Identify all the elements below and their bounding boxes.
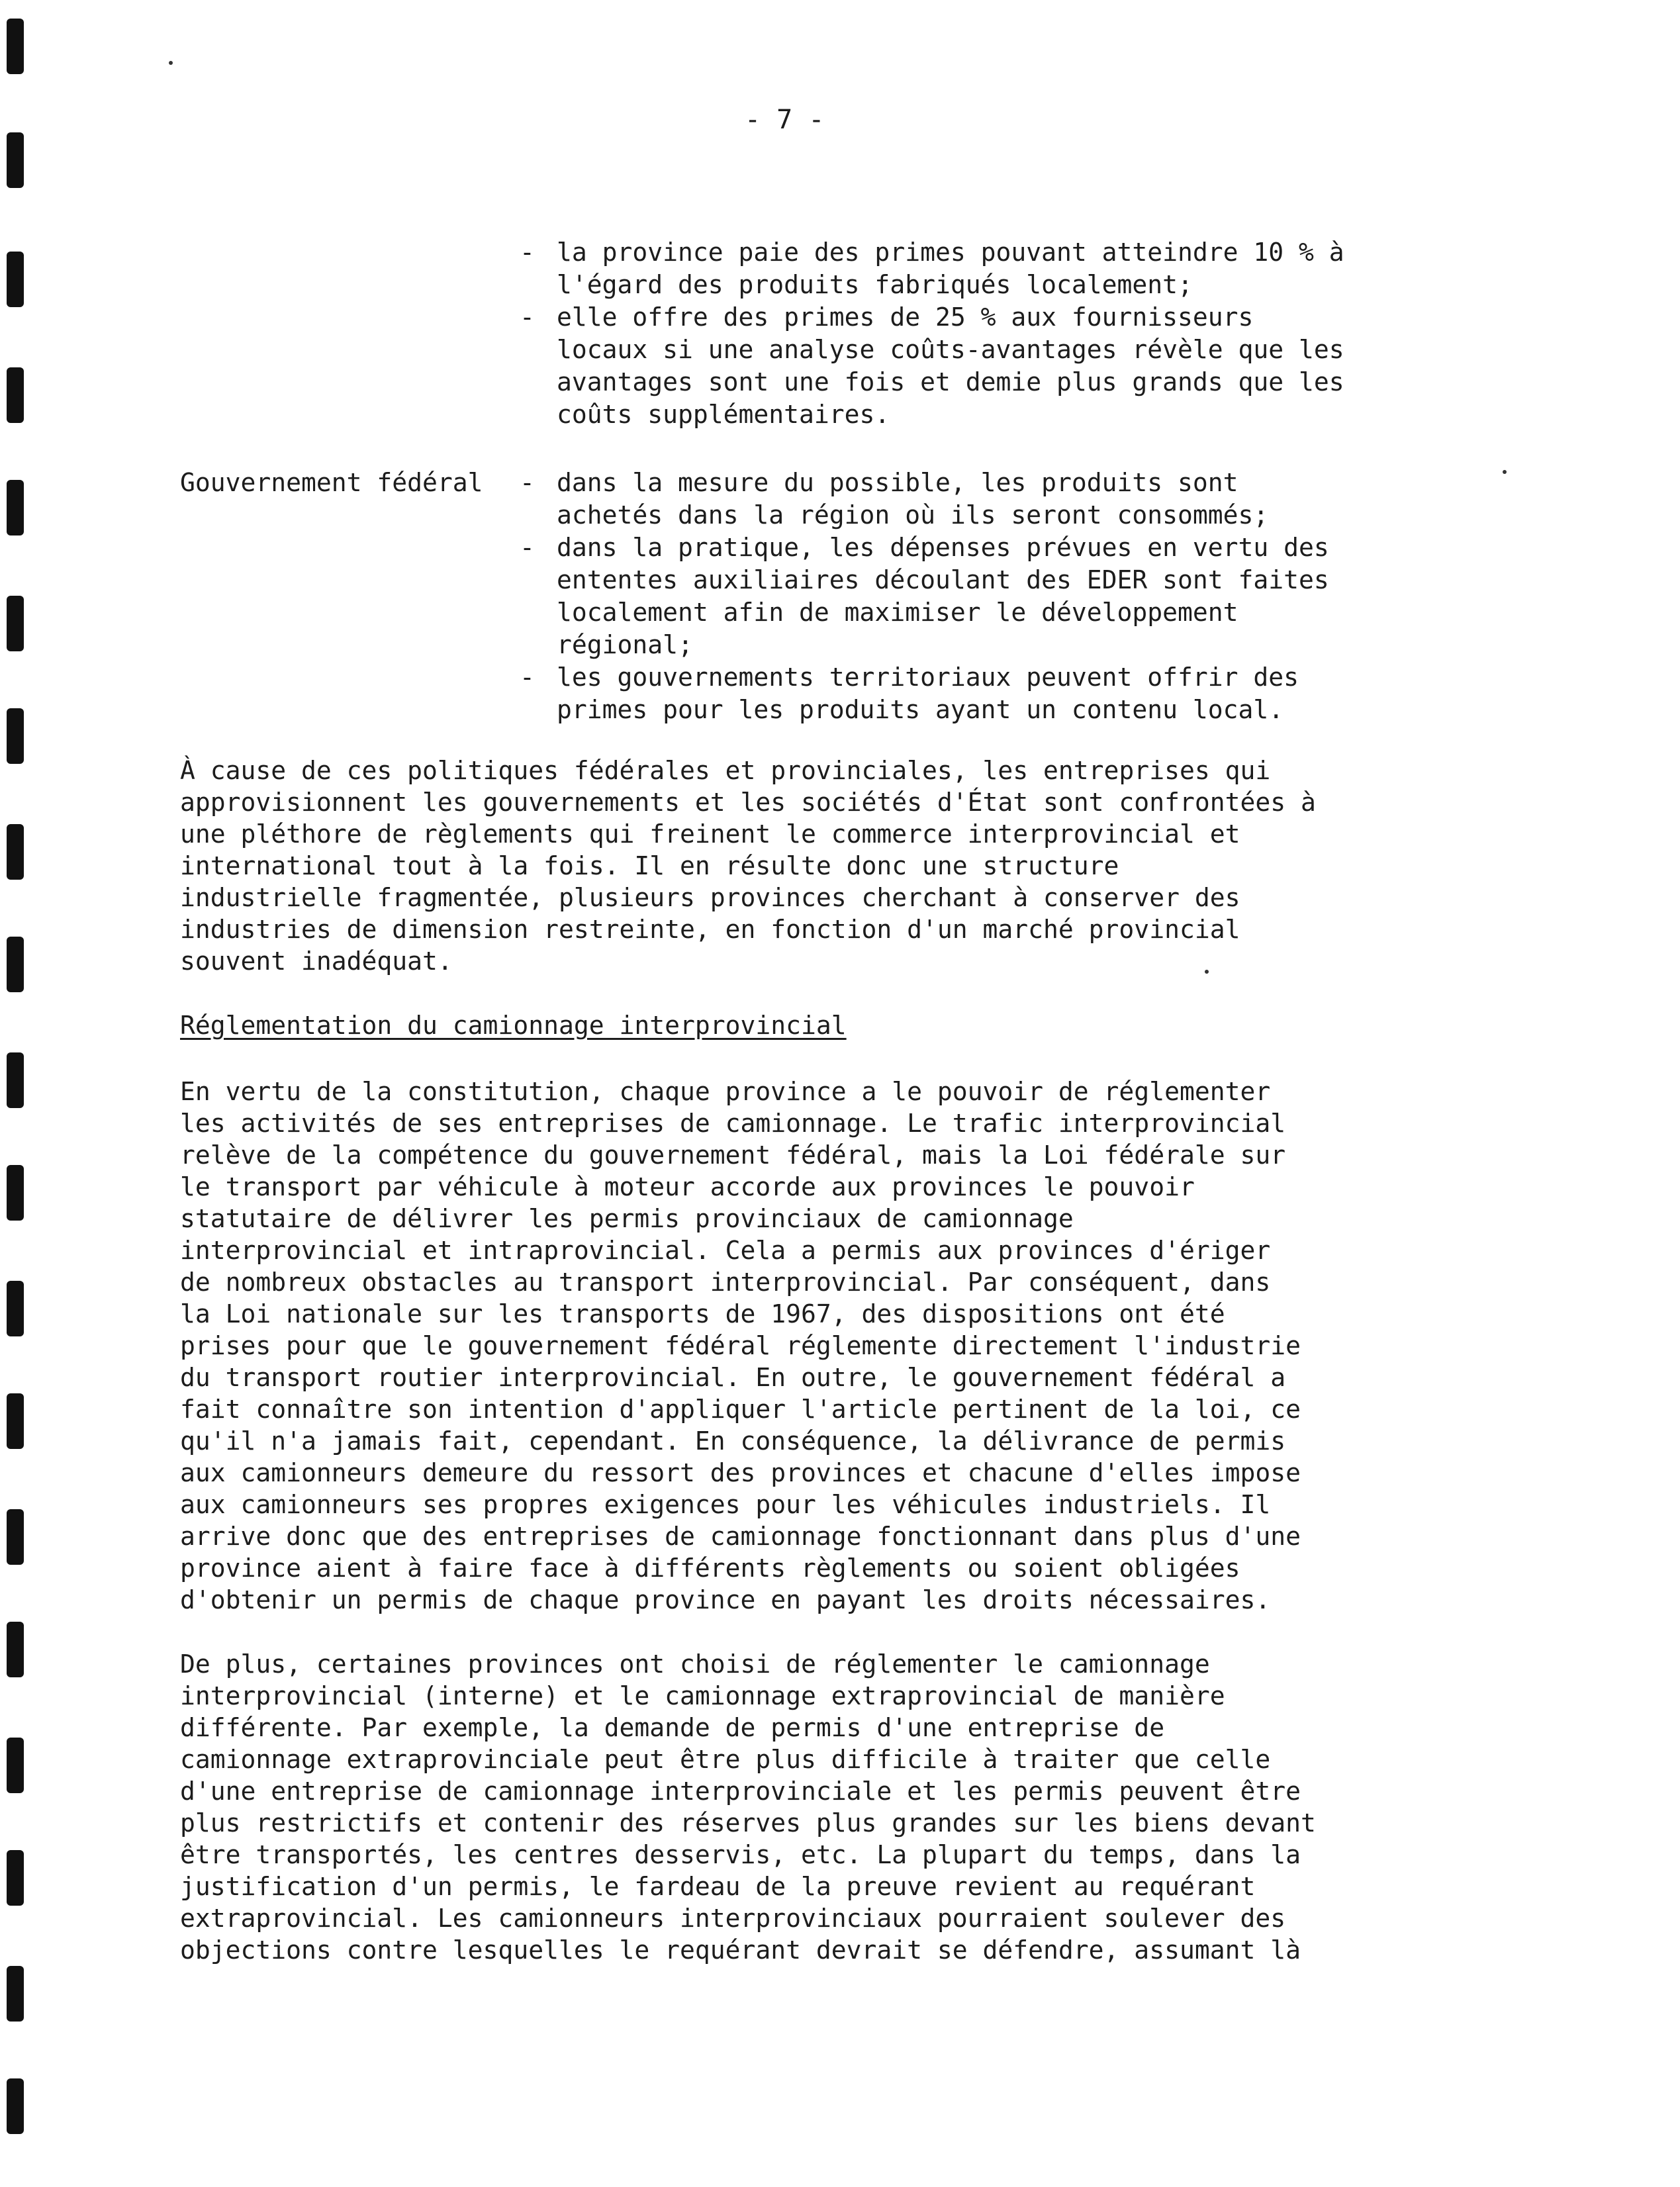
binding-mark [7,1850,24,1906]
binding-mark [7,1622,24,1677]
binding-mark [7,1393,24,1449]
paragraph-policies: À cause de ces politiques fédérales et provinciales, les entreprises qui approvisionnent les gouvernements et les sociétés d'État sont confrontées à une pléthore de règlements qui freinent le commerce interprovincial et international tout à la fois. Il en résulte donc une structure industrielle fragmentée, plusieurs provinces cherchant à conserver des industries de dimension restreinte, en fonction d'un marché provincial souvent inadéquat. [180,756,1316,976]
list-item-text: elle offre des primes de 25 % aux fournisseurs locaux si une analyse coûts-avantages révèle que les avantages sont une fois et demie plus grands que les coûts supplémentaires. [557,302,1344,429]
binding-mark [7,596,24,651]
list-item [520,532,1420,661]
binding-mark [7,480,24,535]
scan-speck [1503,470,1507,474]
section-heading: Réglementation du camionnage interprovincial [180,1011,847,1040]
binding-mark [7,132,24,188]
binding-mark [7,252,24,307]
list-item [520,236,1420,301]
province-measures-list [520,236,1420,431]
paragraph-extraprovincial: De plus, certaines provinces ont choisi de réglementer le camionnage interprovincial (interne) et le camionnage extraprovincial de manière différente. Par exemple, la demande de permis d'une entreprise de camionnage extraprovinciale peut être plus difficile à traiter que celle d'une entreprise de camionnage interprovinciale et les permis peuvent être plus restrictifs et contenir des réserves plus grandes sur les biens devant être transportés, les centres desservis, etc. La plupart du temps, dans la justification d'un permis, le fardeau de la preuve revient au requérant extraprovincial. Les camionneurs interprovinciaux pourraient soulever des objections contre lesquelles le requérant devrait se défendre, assumant là [180,1650,1316,1965]
scan-speck [169,61,173,65]
list-item [520,301,1420,431]
list-item-text: dans la pratique, les dépenses prévues en vertu des ententes auxiliaires découlant des EDER sont faites localement afin de maximiser le développement régional; [557,533,1329,659]
federal-government-label: Gouvernement fédéral [180,468,483,497]
list-item [520,661,1420,726]
binding-mark [7,2078,24,2134]
binding-mark [7,1052,24,1108]
binding-mark [7,1281,24,1336]
binding-mark [7,1165,24,1221]
binding-mark [7,937,24,992]
page-number: - 7 - [745,105,825,135]
binding-mark [7,1738,24,1793]
list-item-text: la province paie des primes pouvant atteindre 10 % à l'égard des produits fabriqués localement; [557,238,1344,299]
paragraph-constitution: En vertu de la constitution, chaque province a le pouvoir de réglementer les activités de ses entreprises de camionnage. Le trafic interprovincial relève de la compétence du gouvernement fédéral, mais la Loi fédérale sur le transport par véhicule à moteur accorde aux provinces le pouvoir statutaire de délivrer les permis provinciaux de camionnage interprovincial et intraprovincial. Cela a permis aux provinces d'ériger de nombreux obstacles au transport interprovincial. Par conséquent, dans la Loi nationale sur les transports de 1967, des dispositions ont été prises pour que le gouvernement fédéral réglemente directement l'industrie du transport routier interprovincial. En outre, le gouvernement fédéral a fait connaître son intention d'appliquer l'article pertinent de la loi, ce qu'il n'a jamais fait, cependant. En conséquence, la délivrance de permis aux camionneurs demeure du ressort des provinces et chacune d'elles impose aux camionneurs ses propres exigences pour les véhicules industriels. Il arrive donc que des entreprises de camionnage fonctionnant dans plus d'une province aient à faire face à différents règlements ou soient obligées d'obtenir un permis de chaque province en payant les droits nécessaires. [180,1077,1301,1614]
binding-mark [7,367,24,423]
list-item-text: les gouvernements territoriaux peuvent offrir des primes pour les produits ayant un contenu local. [557,663,1299,724]
bullet-dash: - [520,533,535,562]
list-item-text: dans la mesure du possible, les produits sont achetés dans la région où ils seront consommés; [557,468,1269,530]
list-item [520,467,1420,532]
bullet-dash: - [520,468,535,497]
binding-mark [7,1509,24,1565]
binding-mark [7,824,24,880]
bullet-dash: - [520,238,535,267]
binding-mark [7,708,24,764]
bullet-dash: - [520,663,535,692]
bullet-dash: - [520,302,535,332]
binding-mark [7,19,24,74]
binding-mark [7,1966,24,2022]
federal-measures-list [520,467,1420,726]
